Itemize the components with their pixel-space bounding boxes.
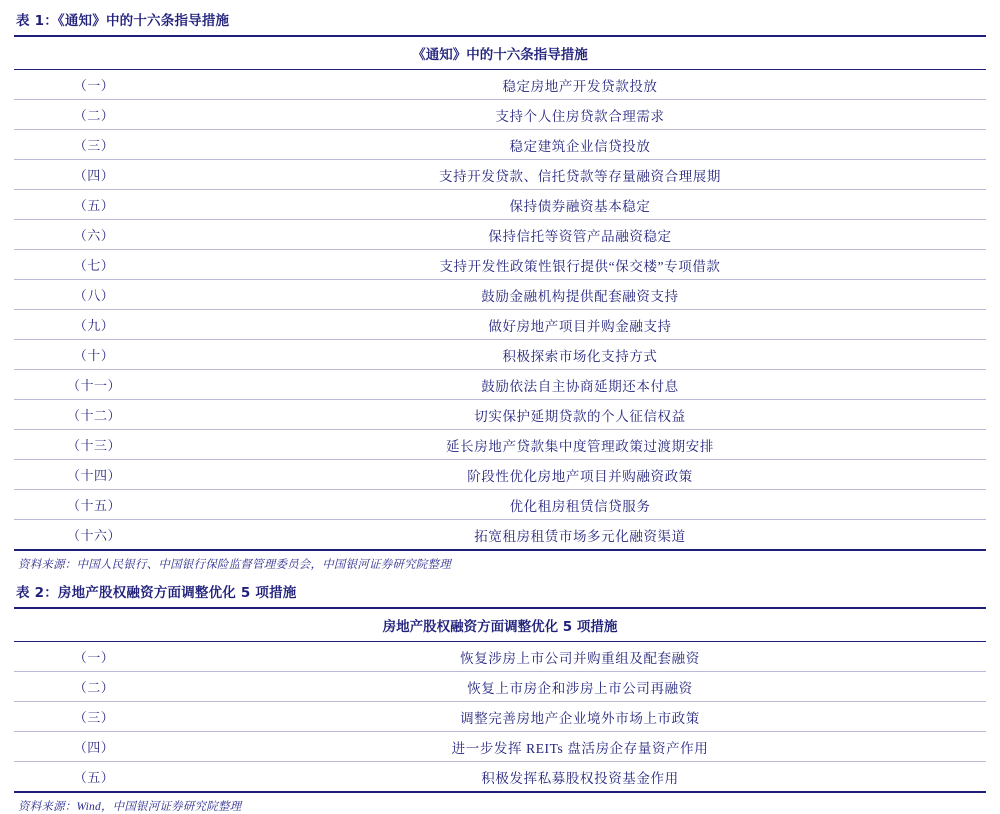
row-text: 优化租房租赁信贷服务: [174, 490, 986, 520]
row-index: （十四）: [14, 460, 174, 490]
row-index: （十三）: [14, 430, 174, 460]
row-index: （十五）: [14, 490, 174, 520]
table-2-header-title: 房地产股权融资方面调整优化 5 项措施: [14, 608, 986, 642]
row-index: （十二）: [14, 400, 174, 430]
row-index: （二）: [14, 672, 174, 702]
table-row: [14, 70, 986, 100]
row-text: 积极探索市场化支持方式: [174, 340, 986, 370]
row-text: 拓宽租房租赁市场多元化融资渠道: [174, 520, 986, 551]
table-row: [14, 250, 986, 280]
table-row: [14, 400, 986, 430]
table-2-body: [14, 642, 986, 793]
row-index: （三）: [14, 130, 174, 160]
row-index: （四）: [14, 732, 174, 762]
table-row: [14, 430, 986, 460]
table-row: [14, 100, 986, 130]
table-row: [14, 370, 986, 400]
row-text: 鼓励依法自主协商延期还本付息: [174, 370, 986, 400]
table-row: [14, 702, 986, 732]
table-row: [14, 340, 986, 370]
row-index: （十）: [14, 340, 174, 370]
table-2-source: 资料来源：Wind，中国银河证券研究院整理: [18, 801, 242, 813]
table-row: [14, 310, 986, 340]
row-index: （一）: [14, 70, 174, 100]
table-row: [14, 130, 986, 160]
row-text: 调整完善房地产企业境外市场上市政策: [174, 702, 986, 732]
row-index: （九）: [14, 310, 174, 340]
row-text: 进一步发挥 REITs 盘活房企存量资产作用: [174, 732, 986, 762]
row-text: 稳定建筑企业信贷投放: [174, 130, 986, 160]
row-index: （四）: [14, 160, 174, 190]
row-index: （一）: [14, 642, 174, 672]
table-1-header-row: [14, 36, 986, 70]
row-index: （七）: [14, 250, 174, 280]
table-row: [14, 672, 986, 702]
table-row: [14, 280, 986, 310]
row-index: （二）: [14, 100, 174, 130]
table-row: [14, 460, 986, 490]
table-row: [14, 190, 986, 220]
table-1-source: 资料来源：中国人民银行、中国银行保险监督管理委员会，中国银河证券研究院整理: [18, 559, 451, 571]
table-row: [14, 490, 986, 520]
row-text: 延长房地产贷款集中度管理政策过渡期安排: [174, 430, 986, 460]
row-text: 保持债券融资基本稳定: [174, 190, 986, 220]
table-2-header-row: [14, 608, 986, 642]
table-1-body: [14, 70, 986, 551]
row-index: （十六）: [14, 520, 174, 551]
row-index: （十一）: [14, 370, 174, 400]
table-row: [14, 220, 986, 250]
row-text: 支持个人住房贷款合理需求: [174, 100, 986, 130]
row-text: 切实保护延期贷款的个人征信权益: [174, 400, 986, 430]
table-1-header-title: 《通知》中的十六条指导措施: [14, 36, 986, 70]
row-text: 积极发挥私募股权投资基金作用: [174, 762, 986, 793]
table-row: [14, 762, 986, 793]
row-text: 阶段性优化房地产项目并购融资政策: [174, 460, 986, 490]
row-index: （三）: [14, 702, 174, 732]
row-text: 鼓励金融机构提供配套融资支持: [174, 280, 986, 310]
row-text: 做好房地产项目并购金融支持: [174, 310, 986, 340]
row-index: （五）: [14, 762, 174, 793]
table-1-caption: 表 1：《通知》中的十六条指导措施: [16, 13, 230, 29]
row-text: 支持开发性政策性银行提供“保交楼”专项借款: [174, 250, 986, 280]
table-row: [14, 520, 986, 551]
row-text: 支持开发贷款、信托贷款等存量融资合理展期: [174, 160, 986, 190]
table-2: [14, 607, 986, 793]
table-row: [14, 160, 986, 190]
row-index: （八）: [14, 280, 174, 310]
row-text: 稳定房地产开发贷款投放: [174, 70, 986, 100]
row-text: 恢复上市房企和涉房上市公司再融资: [174, 672, 986, 702]
table-1: [14, 35, 986, 551]
row-text: 恢复涉房上市公司并购重组及配套融资: [174, 642, 986, 672]
table-row: [14, 642, 986, 672]
table-2-caption: 表 2：房地产股权融资方面调整优化 5 项措施: [16, 585, 297, 601]
row-index: （五）: [14, 190, 174, 220]
table-row: [14, 732, 986, 762]
row-text: 保持信托等资管产品融资稳定: [174, 220, 986, 250]
row-index: （六）: [14, 220, 174, 250]
